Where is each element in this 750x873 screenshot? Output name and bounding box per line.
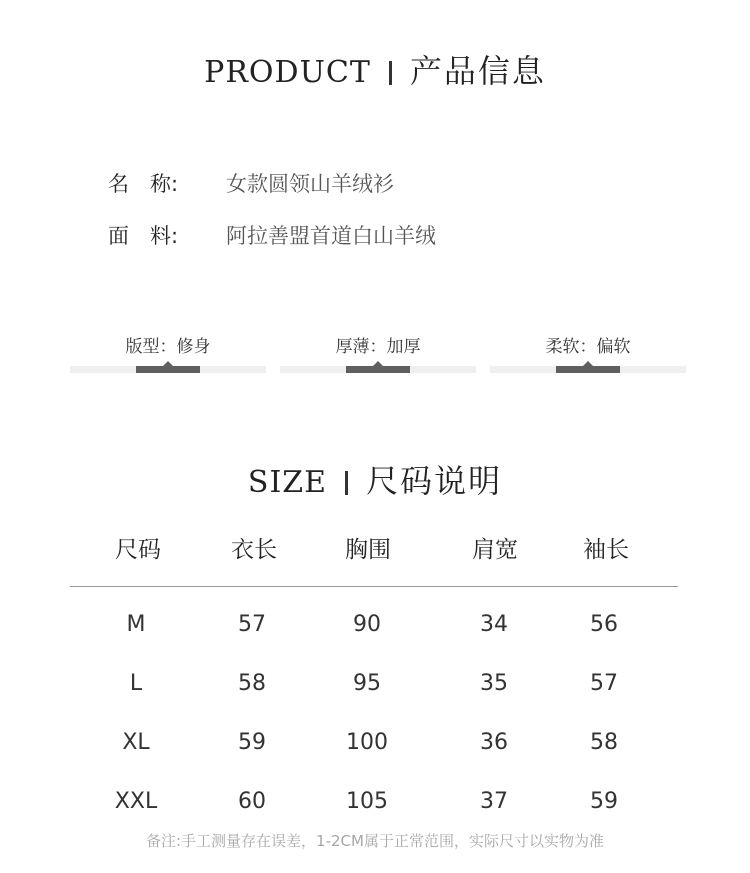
attribute-fit xyxy=(70,332,266,373)
measurement-note: 备注:手工测量存在误差，1-2CM属于正常范围，实际尺寸以实物为准 xyxy=(146,832,604,850)
attribute-softness-indicator xyxy=(556,366,620,373)
size-heading-chinese: 尺码说明 xyxy=(366,462,503,500)
product-heading-latin: PRODUCT xyxy=(204,55,371,90)
name-label: 名 称: xyxy=(108,172,179,196)
table-cell: 36 xyxy=(480,730,508,755)
size-table-header: 胸围 xyxy=(345,537,391,563)
table-cell: 100 xyxy=(346,730,388,755)
attribute-softness-marker xyxy=(583,361,593,366)
attribute-thickness xyxy=(280,332,476,373)
attribute-fit-label: 版型：修身 xyxy=(125,337,211,357)
attribute-softness-label: 柔软：偏软 xyxy=(545,337,631,357)
fabric-label: 面 料: xyxy=(108,224,179,248)
table-cell: L xyxy=(129,671,143,696)
info-row-name xyxy=(108,168,394,198)
name-value: 女款圆领山羊绒衫 xyxy=(226,172,394,196)
table-cell: 58 xyxy=(590,730,618,755)
product-heading xyxy=(0,46,750,92)
table-cell: 35 xyxy=(480,671,508,696)
size-table-header: 尺码 xyxy=(115,537,161,563)
heading-divider xyxy=(389,61,392,85)
table-cell: XXL xyxy=(114,789,158,814)
attribute-fit-marker xyxy=(163,361,173,366)
attribute-fit-indicator xyxy=(136,366,200,373)
attribute-thickness-marker xyxy=(373,361,383,366)
table-cell: 59 xyxy=(238,730,266,755)
size-heading xyxy=(0,456,750,502)
table-cell: M xyxy=(126,612,146,637)
size-table-header: 袖长 xyxy=(583,537,629,563)
attribute-thickness-track xyxy=(280,366,476,373)
table-cell: 37 xyxy=(480,789,508,814)
table-cell: XL xyxy=(122,730,150,755)
attribute-softness xyxy=(490,332,686,373)
table-cell: 57 xyxy=(238,612,266,637)
info-row-fabric xyxy=(108,220,436,250)
table-cell: 90 xyxy=(353,612,381,637)
table-cell: 105 xyxy=(346,789,388,814)
size-heading-latin: SIZE xyxy=(247,465,328,500)
table-cell: 34 xyxy=(480,612,508,637)
table-divider xyxy=(70,586,678,587)
size-table-header: 肩宽 xyxy=(472,537,518,563)
attribute-fit-track xyxy=(70,366,266,373)
product-heading-chinese: 产品信息 xyxy=(409,52,546,90)
table-cell: 58 xyxy=(238,671,266,696)
fabric-value: 阿拉善盟首道白山羊绒 xyxy=(226,224,436,248)
table-cell: 95 xyxy=(353,671,381,696)
table-cell: 59 xyxy=(590,789,618,814)
table-cell: 57 xyxy=(590,671,618,696)
attribute-softness-track xyxy=(490,366,686,373)
attribute-thickness-indicator xyxy=(346,366,410,373)
attribute-thickness-label: 厚薄：加厚 xyxy=(335,337,421,357)
size-table-header: 衣长 xyxy=(231,537,277,563)
table-cell: 56 xyxy=(590,612,618,637)
heading-divider xyxy=(345,471,348,495)
table-cell: 60 xyxy=(238,789,266,814)
